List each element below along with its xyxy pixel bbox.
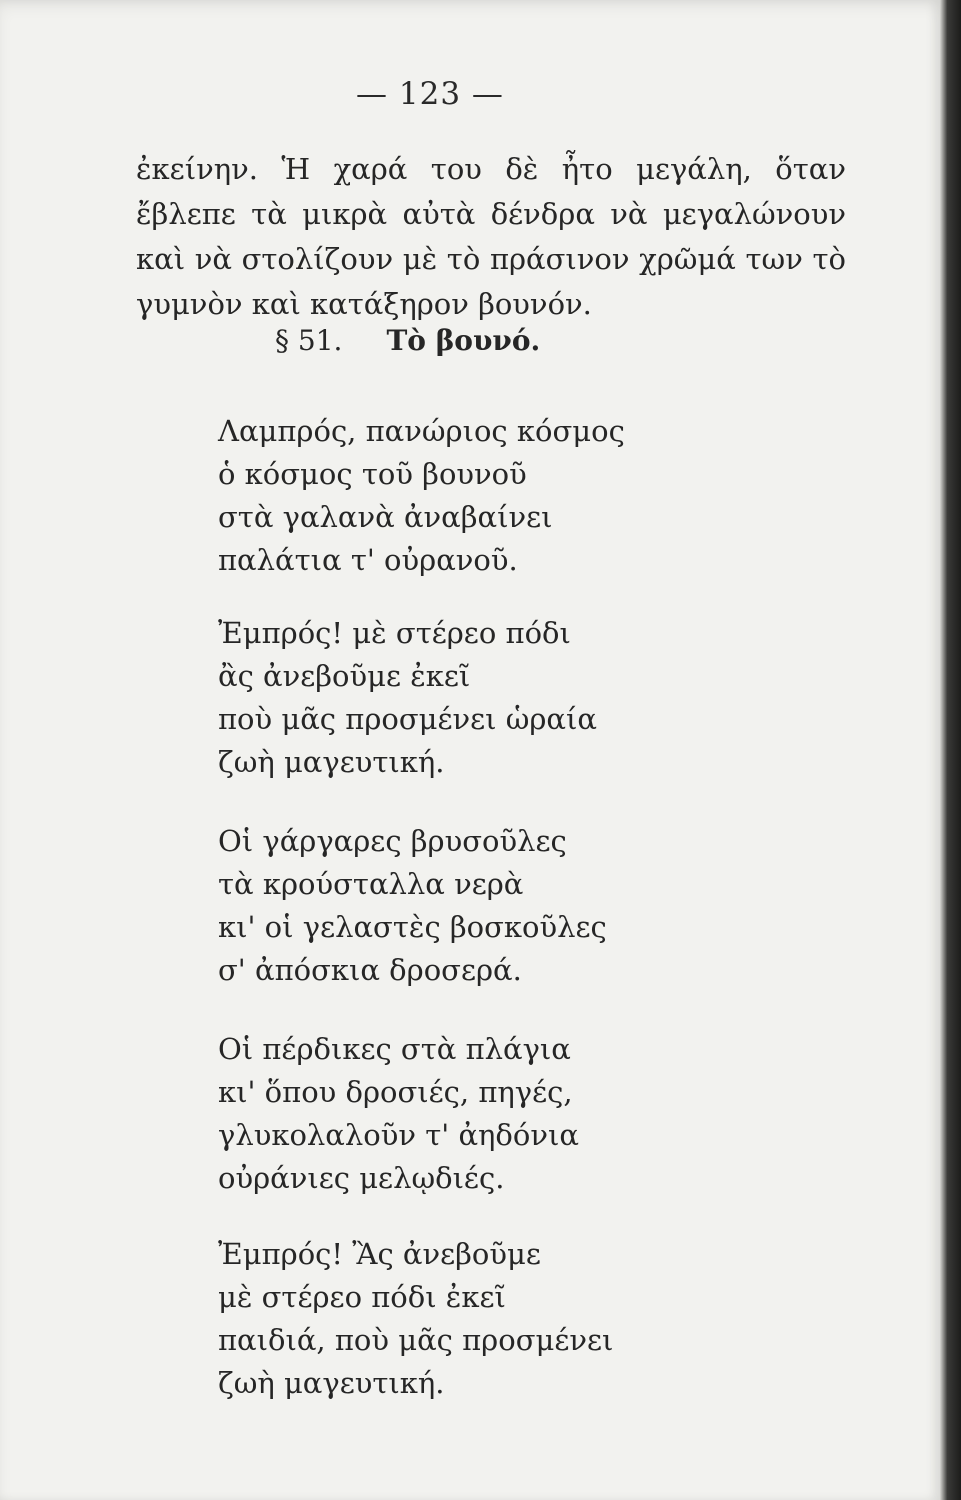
poem-line: κι' οἱ γελαστὲς βοσκοῦλες <box>218 910 607 944</box>
poem-stanza-2 <box>218 612 597 784</box>
poem-line: Ἐμπρός! Ἂς ἀνεβοῦμε <box>218 1237 541 1271</box>
poem-stanza-3 <box>218 820 607 992</box>
poem-line: ζωὴ μαγευτική. <box>218 1366 445 1400</box>
poem-stanza-5 <box>218 1233 613 1405</box>
poem-line: Οἱ πέρδικες στὰ πλάγια <box>218 1032 571 1066</box>
poem-line: παλάτια τ' οὐρανοῦ. <box>218 543 518 577</box>
poem-line: στὰ γαλανὰ ἀναβαίνει <box>218 500 553 534</box>
prose-text: ἐκείνην. Ἡ χαρά του δὲ ἦτο μεγάλη, ὅταν ἔβλεπε τὰ μικρὰ αὐτὰ δένδρα νὰ μεγαλώνουν καὶ νὰ στολίζουν μὲ τὸ πράσινον χρῶμά των τὸ γυμνὸν καὶ κατάξηρον βουνόν. <box>136 152 846 321</box>
poem-stanza-1 <box>218 410 625 582</box>
section-heading <box>275 324 540 357</box>
page-edge-shadow <box>940 0 961 1500</box>
prose-paragraph <box>136 147 846 327</box>
page-number: — 123 — <box>356 76 504 112</box>
poem-line: κι' ὅπου δροσιές, πηγές, <box>218 1075 573 1109</box>
poem-line: ὁ κόσμος τοῦ βουνοῦ <box>218 457 527 491</box>
poem-line: ἂς ἀνεβοῦμε ἐκεῖ <box>218 659 471 693</box>
poem-line: ποὺ μᾶς προσμένει ὡραία <box>218 702 597 736</box>
poem-line: μὲ στέρεο πόδι ἐκεῖ <box>218 1280 506 1314</box>
poem-line: παιδιά, ποὺ μᾶς προσμένει <box>218 1323 614 1357</box>
section-number: § 51. <box>275 324 343 357</box>
poem-line: Ἐμπρός! μὲ στέρεο πόδι <box>218 616 571 650</box>
section-title: Τὸ βουνό. <box>386 324 541 357</box>
poem-line: σ' ἀπόσκια δροσερά. <box>218 953 522 987</box>
poem-line: τὰ κρούσταλλα νερὰ <box>218 867 524 901</box>
poem-line: οὐράνιες μελῳδιές. <box>218 1161 505 1195</box>
poem-stanza-4 <box>218 1028 579 1200</box>
poem-line: Οἱ γάργαρες βρυσοῦλες <box>218 824 567 858</box>
poem-line: ζωὴ μαγευτική. <box>218 745 445 779</box>
poem-line: Λαμπρός, πανώριος κόσμος <box>218 414 625 448</box>
poem-line: γλυκολαλοῦν τ' ἀηδόνια <box>218 1118 579 1152</box>
